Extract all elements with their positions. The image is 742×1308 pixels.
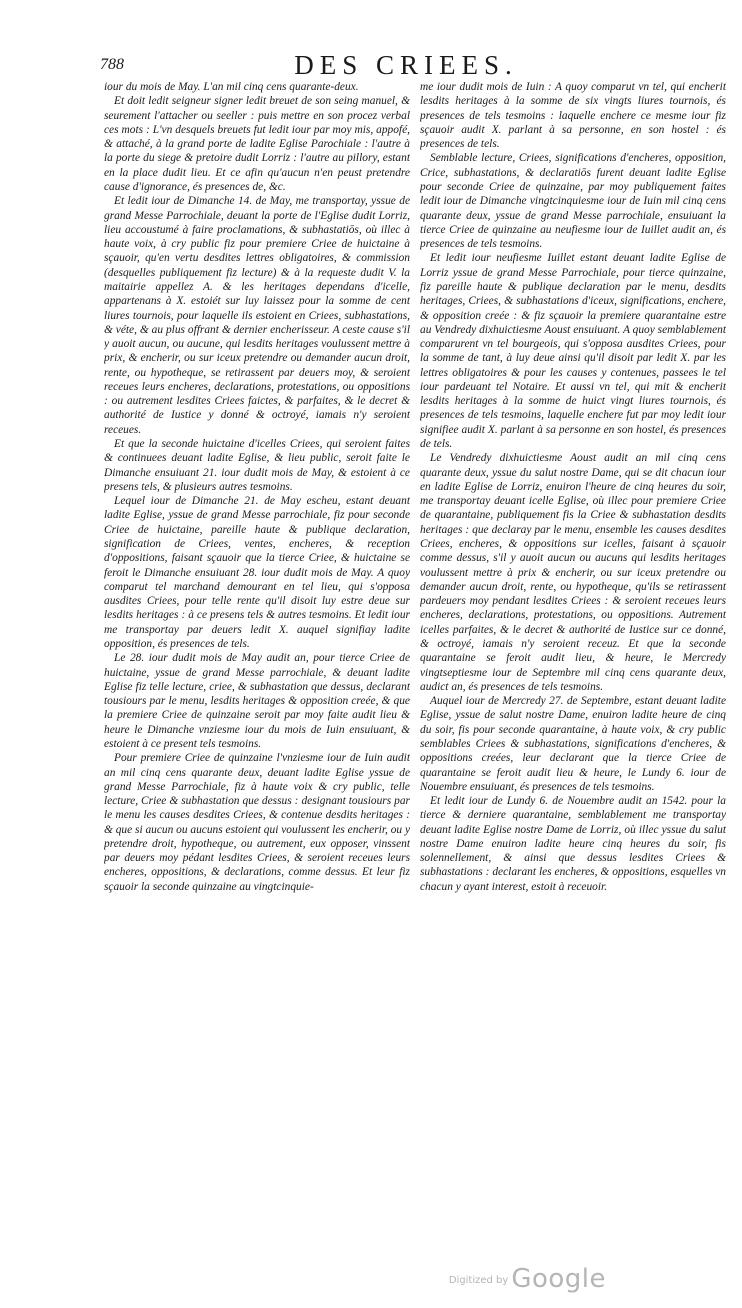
paragraph: Et ledit iour neufiesme Iuillet estant deuant ladite Eglise de Lorriz yssue de grand Messe Parrochiale, pour tierce quinzaine, fiz pareille haute & publique declaration par le menu, desdits heritages, Criees, & subhastations d'iceux, significations, enchere, & opposition creée : & fiz sçauoir la premiere quarantaine estre au Vendredy dixhuictiesme Aoust ensuiuant. A quoy semblablement comparurent vn tel bourgeois, qui s'opposa ausdites Criees, pour la somme de tant, à luy deue ainsi qu'il disoit par ledit X. par les lettres obligatoires & pour les causes y contenues, passees le tel iour pardeuant tel Notaire. Et aussi vn tel, qui mit & encherit lesdits heritages à la somme de huict vingt liures tournois, és presences de tels tesmoins, laquelle enchere fut par moy ledit iour signifiee audit X. parlant à sa personne en son hostel, és presences de tels. <box>420 252 726 451</box>
paragraph: Lequel iour de Dimanche 21. de May escheu, estant deuant ladite Eglise, yssue de grand Messe parrochiale, fiz pour seconde Criee de huictaine, pareille haute & publique declaration, signification de Criees, ventes, encheres, & reception d'oppositions, faisant sçauoir que la tierce Criee, & huictaine se feroit le Dimanche ensuiuant 28. iour dudit mois de May. A quoy comparut tel marchand demourant en tel lieu, qui s'opposa ausdites Criees, pour telle rente qu'il disoit luy estre deue sur lesdits heritages : à ce presens tels & autres tesmoins. Et ledit iour me transportay par deuers ledit X. auquel signifiay ladite opposition, és presences de tels. <box>104 495 410 650</box>
paragraph: Le 28. iour dudit mois de May audit an, pour tierce Criee de huictaine, yssue de grand Messe parrochiale, & deuant ladite Eglise fiz telle lecture, criee, & subhastation que dessus, declarant tousiours par le menu, lesdits heritages & opposition creée, & que la premiere Criee de quinzaine seroit par moy faite audit lieu & heure le Dimanche vnziesme iour du mois de Iuin ensuiuant, & estoient à ce present tels tesmoins. <box>104 652 410 750</box>
paragraph: Semblable lecture, Criees, significations d'encheres, opposition, Crice, subhastations, & declaratiōs furent deuant ladite Eglise pour seconde Criee de quinzaine, par moy publiquement faites ledit iour de Dimanche vingtcinquiesme iour de Iuin mil cinq cens quarante deux, yssue de grand Messe parrochiale, ensuiuant la tierce Criee de quinzaine au neufiesme iour de Iuillet audit an, és presences de tels tesmoins. <box>420 152 726 251</box>
paragraph: Auquel iour de Mercredy 27. de Septembre, estant deuant ladite Eglise, yssue de salut nostre Dame, enuiron ladite heure de cinq du soir, fis pour seconde quarantaine, à haute voix, & cry public semblables Criees & subhastations, significations d'encheres, & oppositions creées, leur declarant que la tierce Criee de quarantaine se feroit audit lieu & heure, le Lundy 6. iour de Nouembre ensuiuant, és presences de tels tesmoins. <box>420 695 726 793</box>
watermark-prefix: Digitized by <box>448 1275 509 1286</box>
paragraph: iour du mois de May. L'an mil cinq cens quarante-deux. <box>104 81 359 93</box>
paragraph: Et ledit iour de Lundy 6. de Nouembre audit an 1542. pour la tierce & derniere quarantaine, semblablement me transportay deuant ladite Eglise nostre Dame de Lorriz, où illec yssue du salut nostre Dame enuiron ladite heure cinq heures du soir, fis solennellement, & ainsi que dessus lesdites Criees & subhastations : declarant les encheres, & oppositions, esquelles vn chacun y ayant interest, estoit à receuoir. <box>420 795 726 893</box>
page-header <box>100 50 712 84</box>
paragraph: Et ledit iour de Dimanche 14. de May, me transportay, yssue de grand Messe Parrochiale, deuant la porte de l'Eglise dudit Lorriz, lieu accoustumé à faire proclamations, & subhastatiōs, où illec à haute voix, à cry public fiz pour premiere Criee de huictaine à sçauoir, qu'en vertu desdites lettres obligatoires, & commission (desquelles publiquement fiz lecture) & à la requeste dudit V. la maitairie appellez A. & les heritages dependans d'icelle, appartenans à X. estoiét sur luy laissez pour la somme de cent liures tournois, pour laquelle ils estoient en Criees, subhastations, & véte, & au plus offrant & dernier encherisseur. A ceste cause s'il y auoit aucun, ou aucune, qui lesdits heritages voulussent mettre à prix, & encherir, ou sur iceux pretendre ou demander aucun droit, rente, ou hypotheque, se retirassent par deuers moy, & seroient receues leurs encheres, declarations, protestations, ou oppositions : ou autrement lesdites Criees faictes, & parfaites, & le decret & authorité de Iustice y donné & octroyé, iamais n'y seroient receues. <box>104 195 410 436</box>
left-column <box>104 80 410 1144</box>
paragraph: Le Vendredy dixhuictiesme Aoust audit an mil cinq cens quarante deux, yssue du salut nostre Dame, qui se dit chacun iour en ladite Eglise de Lorriz, enuiron l'heure de cinq heures du soir, me transportay deuant icelle Eglise, où illec pour premiere Criee de quarantaine, publiquement fis la Criee & subhastation desdits heritages : que declaray par le menu, ensemble les causes desdites Criees, encheres, & oppositions sur icelles, faisant à sçauoir comme dessus, s'il y auoit aucun ou aucuns qui lesdits heritages voulussent mettre à prix & encherir, ou sur iceux pretendre ou demander aucun droit, rente, ou hypotheque, qu'ils se retirassent pardeuers moy pendant lesdites Criees : & seroient receues leurs encheres, declarations, protestations, ou oppositions. Autrement icelles parfaites, & le decret & authorité de Iustice sur ce donné, & octroyé, iamais n'y seroient receuz. Et que la seconde quarantaine se feroit audit lieu, & heure, le Mercredy vingtseptiesme iour de Septembre mil cinq cens quarante deux, audict an, és presences de tels tesmoins. <box>420 452 726 693</box>
paragraph: me iour dudit mois de Iuin : A quoy comparut vn tel, qui encherit lesdits heritages à la somme de six vingts liures tournois, és presences de tels tesmoins : laquelle enchere ce mesme iour fiz sçauoir audit X. parlant à sa personne, en son hostel : és presences de tels. <box>420 81 726 151</box>
digitized-watermark <box>449 1264 606 1294</box>
paragraph: Et doit ledit seigneur signer ledit breuet de son seing manuel, & seurement l'attacher ou seeller : puis mettre en son procez verbal ces mots : L'vn desquels breuets fut ledit iour par moy mis, appofé, & attaché, à la grand porte de ladite Eglise Parochiale : l'autre à la porte du siege & pretoire dudit Lorriz : l'autre au pillory, estant en la place dudit lieu. Et ce afin qu'aucun n'en peust pretendre cause d'ignorance, és presences de, &c. <box>104 95 410 193</box>
right-column <box>420 80 726 1144</box>
page-number: 788 <box>100 56 124 73</box>
page-footer <box>0 1264 742 1294</box>
watermark-brand: Google <box>511 1264 606 1294</box>
paragraph: Et que la seconde huictaine d'icelles Criees, qui seroient faites & continuees deuant ladite Eglise, & lieu public, seroit faite le Dimanche ensuiuant 21. iour dudit mois de May, & estoient à ce presens tels, & plusieurs autres tesmoins. <box>104 438 410 493</box>
running-title: DES CRIEES. <box>294 50 518 80</box>
paragraph: Pour premiere Criee de quinzaine l'vnziesme iour de Iuin audit an mil cinq cens quarante deux, deuant ladite Eglise yssue de grand Messe Parrochiale, fiz à haute voix & cry public, telle lecture, Criee & subhastation que dessus : designant tousiours par le menu les causes desdites Criees, & contenue desdits heritages : & que si aucun ou aucuns estoient qui voulussent les encherir, ou y pretendre droit, hypotheque, ou autrement, eux opposer, vinssent par deuers moy pédant lesdites Criees, & seroient receues leurs encheres, oppositions, & declarations, comme dessus. Et leur fiz sçauoir la seconde quinzaine au vingtcinquie- <box>104 752 410 893</box>
